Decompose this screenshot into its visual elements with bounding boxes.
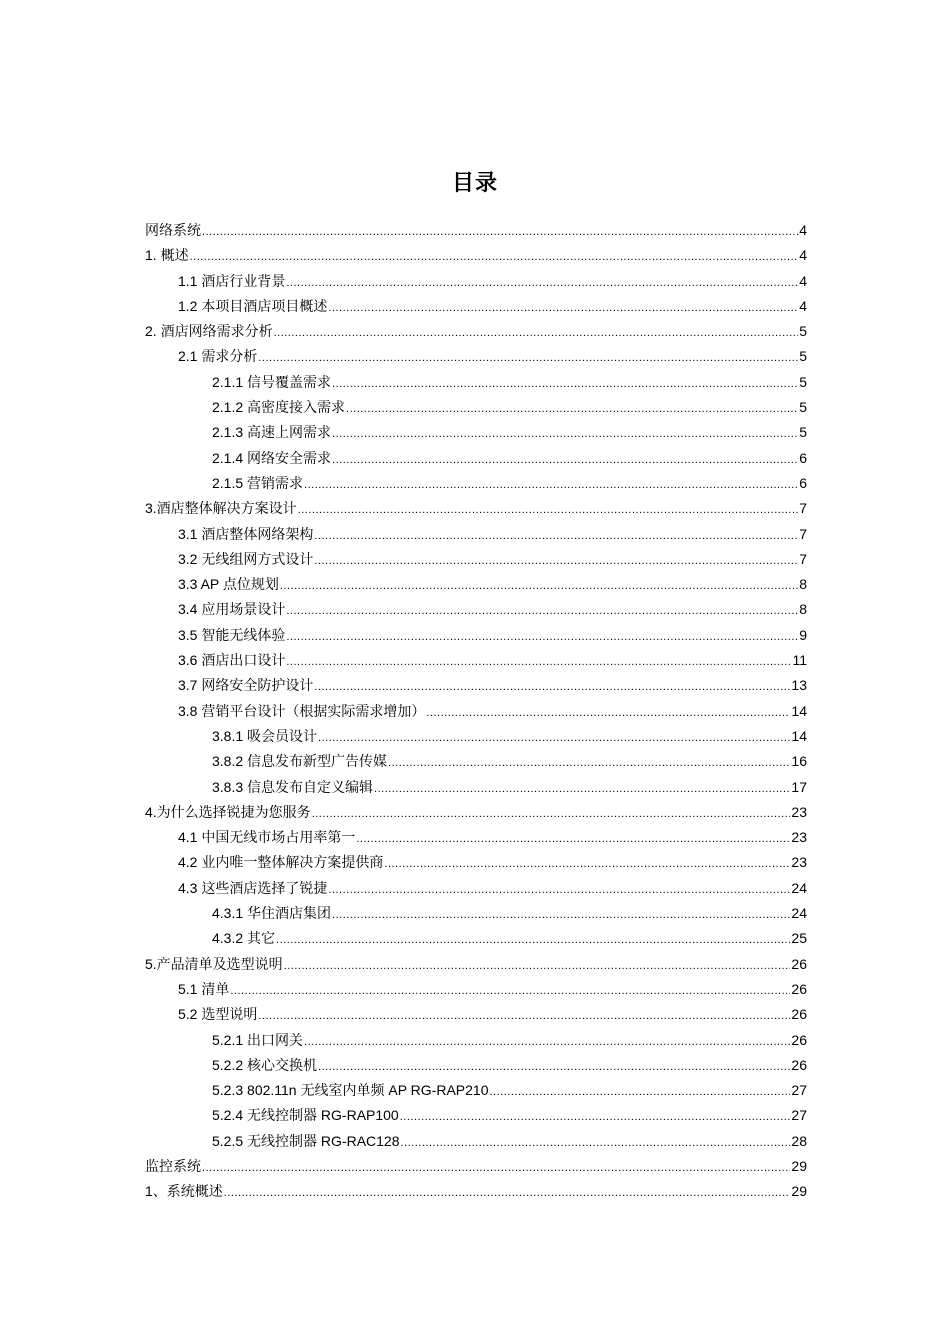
toc-entry[interactable] <box>145 800 807 825</box>
toc-entry-label: 5.2.5 无线控制器 RG-RAC128 <box>212 1132 400 1149</box>
toc-leader-dots <box>400 1105 791 1130</box>
toc-entry-page: 4 <box>799 247 807 264</box>
toc-entry-label: 3.8.3 信息发布自定义编辑 <box>212 778 374 795</box>
toc-leader-dots <box>304 1030 790 1055</box>
toc-entry-label: 2.1.4 网络安全需求 <box>212 449 332 466</box>
toc-entry-page: 24 <box>791 905 807 922</box>
toc-entry-label: 3.6 酒店出口设计 <box>178 652 286 669</box>
toc-entry-page: 7 <box>799 500 807 517</box>
toc-entry[interactable] <box>145 901 807 926</box>
toc-entry[interactable] <box>145 850 807 875</box>
toc-entry[interactable] <box>145 395 807 420</box>
toc-entry-label: 5.2.1 出口网关 <box>212 1031 304 1048</box>
toc-entry-label: 3.8.2 信息发布新型广告传媒 <box>212 753 388 770</box>
toc-entry-label: 3.4 应用场景设计 <box>178 601 286 618</box>
toc-entry-label: 1.2 本项目酒店项目概述 <box>178 297 328 314</box>
toc-entry-page: 11 <box>792 652 807 669</box>
toc-entry-label: 5.2 选型说明 <box>178 1006 258 1023</box>
toc-entry-page: 23 <box>791 829 807 846</box>
toc-entry[interactable] <box>145 1179 807 1204</box>
toc-leader-dots <box>286 625 798 650</box>
toc-entry-page: 7 <box>799 525 807 542</box>
toc-entry-page: 16 <box>791 753 807 770</box>
toc-entry-label: 2. 酒店网络需求分析 <box>145 323 273 340</box>
toc-entry-page: 26 <box>791 955 807 972</box>
toc-entry-page: 4 <box>799 272 807 289</box>
toc-leader-dots <box>224 1181 791 1206</box>
toc-leader-dots <box>332 422 798 447</box>
toc-entry-label: 4.2 业内唯一整体解决方案提供商 <box>178 854 384 871</box>
toc-entry-label: 1.1 酒店行业背景 <box>178 272 286 289</box>
toc-entry[interactable] <box>145 294 807 319</box>
toc-leader-dots <box>388 751 790 776</box>
toc-entry[interactable] <box>145 673 807 698</box>
toc-entry-page: 8 <box>799 601 807 618</box>
toc-entry-page: 5 <box>799 373 807 390</box>
toc-leader-dots <box>314 675 790 700</box>
toc-entry-page: 29 <box>791 1157 807 1174</box>
toc-entry-label: 4.1 中国无线市场占用率第一 <box>178 829 356 846</box>
toc-leader-dots <box>384 852 790 877</box>
toc-entry-label: 3.2 无线组网方式设计 <box>178 550 314 567</box>
toc-entry-page: 24 <box>791 879 807 896</box>
toc-entry-page: 4 <box>799 222 807 238</box>
toc-entry[interactable] <box>145 876 807 901</box>
toc-entry-page: 5 <box>799 424 807 441</box>
toc-entry-label: 3.5 智能无线体验 <box>178 626 286 643</box>
toc-entry[interactable] <box>145 547 807 572</box>
toc-leader-dots <box>258 1004 790 1029</box>
toc-leader-dots <box>314 524 798 549</box>
toc-leader-dots <box>314 549 798 574</box>
toc-entry-page: 26 <box>791 1006 807 1023</box>
toc-entry[interactable] <box>145 319 807 344</box>
toc-leader-dots <box>318 726 790 751</box>
toc-leader-dots <box>276 928 790 953</box>
toc-entry[interactable] <box>145 344 807 369</box>
toc-leader-dots <box>312 802 791 827</box>
toc-entry-page: 28 <box>791 1132 807 1149</box>
toc-entry[interactable] <box>145 749 807 774</box>
toc-entry[interactable] <box>145 522 807 547</box>
toc-entry-label: 3.8.1 吸会员设计 <box>212 727 318 744</box>
toc-entry[interactable] <box>145 1103 807 1128</box>
toc-leader-dots <box>286 599 798 624</box>
toc-entry-page: 27 <box>791 1082 807 1099</box>
toc-entry-page: 26 <box>791 1056 807 1073</box>
toc-entry[interactable] <box>145 243 807 268</box>
toc-leader-dots <box>202 220 798 245</box>
toc-entry-label: 3.8 营销平台设计（根据实际需求增加） <box>178 702 426 719</box>
toc-entry-page: 6 <box>799 449 807 466</box>
toc-entry-label: 4.3.2 其它 <box>212 930 276 947</box>
toc-entry[interactable] <box>145 420 807 445</box>
toc-leader-dots <box>328 878 790 903</box>
toc-entry-page: 26 <box>791 1031 807 1048</box>
toc-leader-dots <box>284 954 791 979</box>
toc-entry-label: 1、系统概述 <box>145 1183 223 1200</box>
toc-entry[interactable] <box>145 1154 807 1179</box>
toc-entry[interactable] <box>145 648 807 673</box>
toc-entry[interactable] <box>145 446 807 471</box>
toc-leader-dots <box>258 346 798 371</box>
toc-entry-label: 5.1 清单 <box>178 980 230 997</box>
toc-entry[interactable] <box>145 623 807 648</box>
toc-leader-dots <box>286 271 798 296</box>
toc-entry-label: 5.2.4 无线控制器 RG-RAP100 <box>212 1107 399 1124</box>
toc-entry-page: 17 <box>791 778 807 795</box>
toc-entry[interactable] <box>145 471 807 496</box>
toc-title: 目录 <box>451 170 498 195</box>
toc-entry[interactable] <box>145 1002 807 1027</box>
toc-entry[interactable] <box>145 572 807 597</box>
toc-leader-dots <box>426 701 790 726</box>
toc-entry-page: 29 <box>791 1183 807 1200</box>
toc-entry-page: 9 <box>799 626 807 643</box>
toc-entry-label: 3.酒店整体解决方案设计 <box>145 500 297 517</box>
toc-entry-page: 14 <box>791 727 807 744</box>
toc-leader-dots <box>280 574 798 599</box>
toc-entry-label: 2.1.2 高密度接入需求 <box>212 399 346 416</box>
toc-leader-dots <box>328 296 798 321</box>
toc-entry[interactable] <box>145 926 807 951</box>
toc-entry-page: 27 <box>791 1107 807 1124</box>
toc-entry[interactable] <box>145 218 807 243</box>
toc-leader-dots <box>202 1156 790 1181</box>
toc-entry[interactable] <box>145 269 807 294</box>
toc-entry-label: 4.为什么选择锐捷为您服务 <box>145 803 311 820</box>
toc-entry-page: 7 <box>799 550 807 567</box>
toc-entry-page: 26 <box>791 980 807 997</box>
toc-entry-label: 5.2.2 核心交换机 <box>212 1056 318 1073</box>
toc-leader-dots <box>332 903 790 928</box>
toc-leader-dots <box>332 372 798 397</box>
toc-entry-label: 3.3 AP 点位规划 <box>178 576 279 593</box>
toc-leader-dots <box>274 321 799 346</box>
toc-entry-label: 2.1.3 高速上网需求 <box>212 424 332 441</box>
toc-entry[interactable] <box>145 1028 807 1053</box>
toc-leader-dots <box>332 448 798 473</box>
toc-entry-label: 网络系统 <box>145 222 201 238</box>
toc-entry[interactable] <box>145 699 807 724</box>
toc-entry-label: 4.3 这些酒店选择了锐捷 <box>178 879 328 896</box>
toc-entry[interactable] <box>145 952 807 977</box>
toc-entry[interactable] <box>145 825 807 850</box>
toc-entry-page: 8 <box>799 576 807 593</box>
toc-entry-page: 6 <box>799 474 807 491</box>
toc-entry-label: 1. 概述 <box>145 247 189 264</box>
toc-entry-label: 2.1.5 营销需求 <box>212 474 304 491</box>
toc-leader-dots <box>318 1055 790 1080</box>
toc-entry-page: 5 <box>799 323 807 340</box>
toc-leader-dots <box>286 650 791 675</box>
toc-leader-dots <box>346 397 798 422</box>
toc-entry-label: 4.3.1 华住酒店集团 <box>212 905 332 922</box>
table-of-contents <box>145 218 807 1205</box>
toc-leader-dots <box>230 979 790 1004</box>
toc-entry-page: 23 <box>791 803 807 820</box>
toc-leader-dots <box>190 245 799 270</box>
toc-entry-page: 25 <box>791 930 807 947</box>
toc-entry-page: 5 <box>799 348 807 365</box>
toc-leader-dots <box>490 1080 791 1105</box>
toc-entry-page: 4 <box>799 297 807 314</box>
toc-leader-dots <box>401 1131 791 1156</box>
toc-entry[interactable] <box>145 1053 807 1078</box>
toc-entry-label: 3.7 网络安全防护设计 <box>178 677 314 694</box>
toc-entry[interactable] <box>145 496 807 521</box>
toc-entry-page: 14 <box>791 702 807 719</box>
toc-entry[interactable] <box>145 1129 807 1154</box>
toc-entry-label: 5.产品清单及选型说明 <box>145 955 283 972</box>
toc-entry-page: 13 <box>791 677 807 694</box>
toc-entry[interactable] <box>145 1078 807 1103</box>
toc-entry-label: 3.1 酒店整体网络架构 <box>178 525 314 542</box>
toc-entry-label: 2.1.1 信号覆盖需求 <box>212 373 332 390</box>
toc-entry-page: 23 <box>791 854 807 871</box>
toc-leader-dots <box>304 473 798 498</box>
toc-entry-label: 5.2.3 802.11n 无线室内单频 AP RG-RAP210 <box>212 1082 489 1099</box>
toc-entry-label: 监控系统 <box>145 1157 201 1174</box>
toc-entry[interactable] <box>145 775 807 800</box>
toc-entry[interactable] <box>145 977 807 1002</box>
toc-entry[interactable] <box>145 597 807 622</box>
toc-entry-label: 2.1 需求分析 <box>178 348 258 365</box>
toc-leader-dots <box>356 827 790 852</box>
toc-entry-page: 5 <box>799 399 807 416</box>
toc-entry[interactable] <box>145 370 807 395</box>
toc-leader-dots <box>374 777 790 802</box>
toc-entry[interactable] <box>145 724 807 749</box>
toc-leader-dots <box>298 498 799 523</box>
